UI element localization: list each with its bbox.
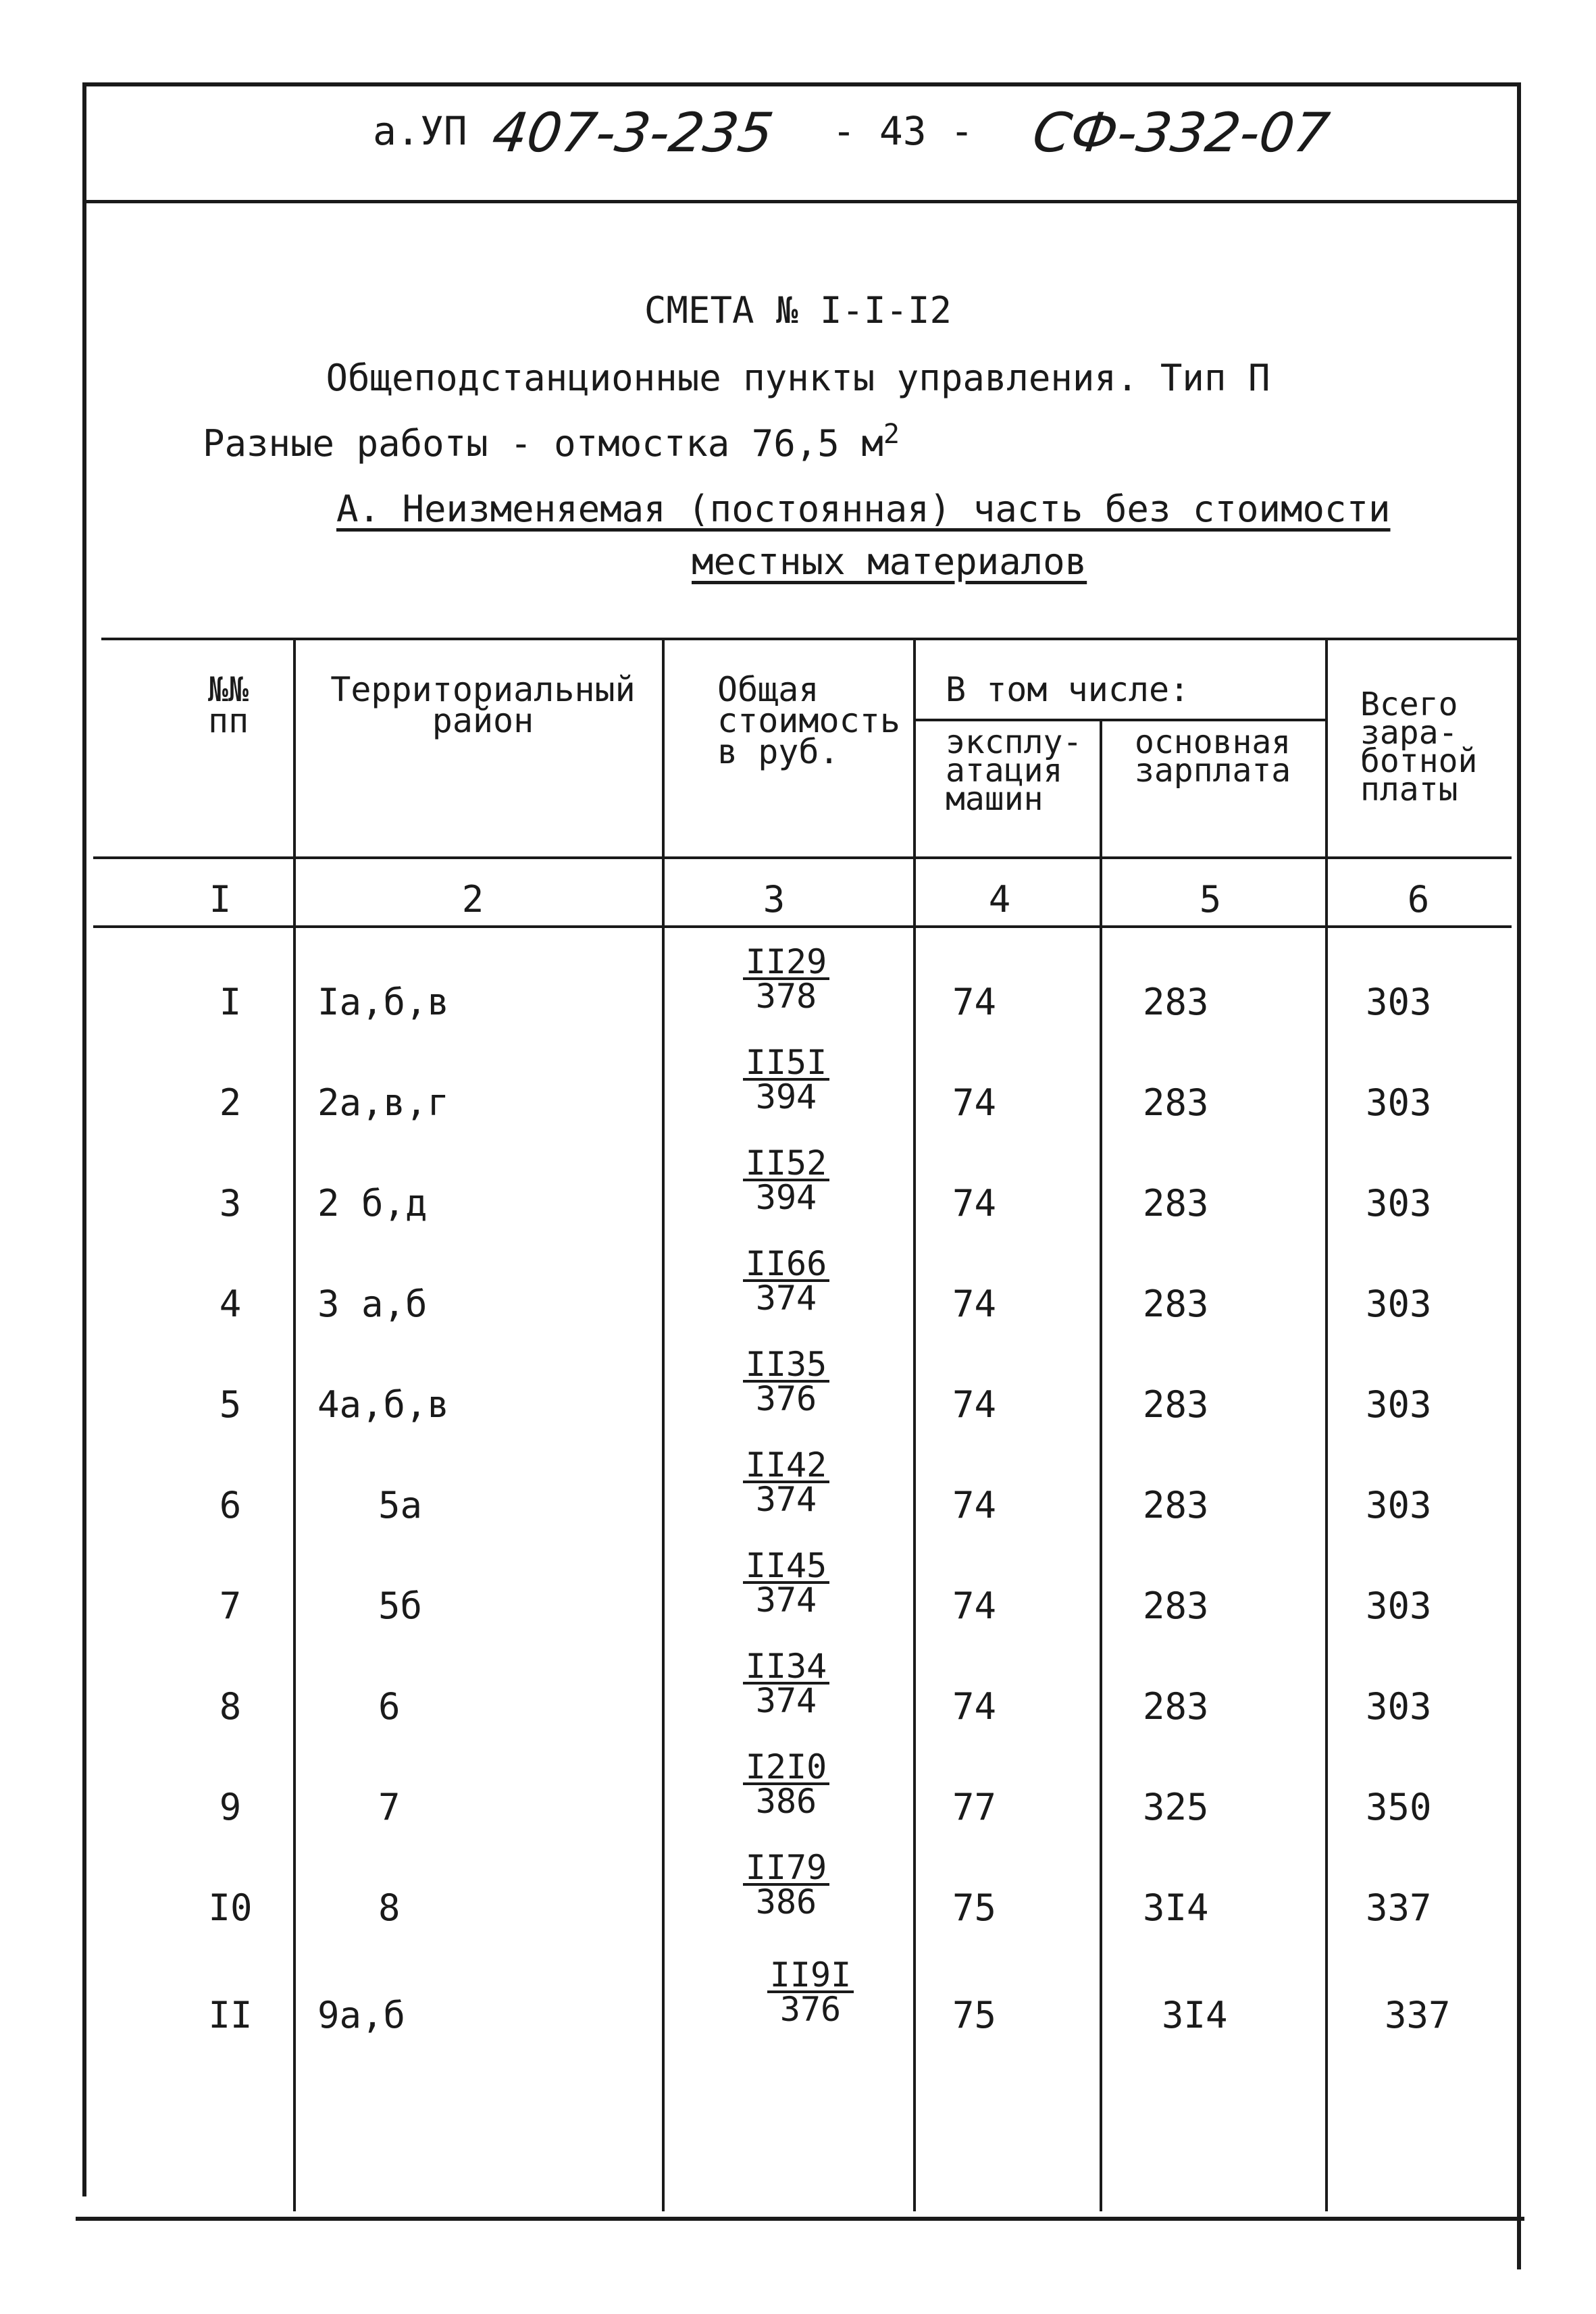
cost-denominator: 386 bbox=[755, 1882, 817, 1922]
row-salary: 283 bbox=[1143, 1383, 1209, 1426]
row-wages-total: 303 bbox=[1366, 1081, 1432, 1124]
col-divider-4 bbox=[1100, 719, 1102, 2211]
row-machines: 74 bbox=[952, 1081, 997, 1124]
row-number: 8 bbox=[219, 1685, 242, 1728]
cost-numerator: II52 bbox=[743, 1148, 829, 1181]
row-total-cost bbox=[705, 1143, 867, 1217]
row-wages-total: 337 bbox=[1385, 1994, 1451, 2036]
row-number: 5 bbox=[219, 1383, 242, 1426]
cost-numerator: II5I bbox=[743, 1047, 829, 1081]
row-wages-total: 303 bbox=[1366, 1283, 1432, 1325]
part-a-heading: А. Неизменяемая (постоянная) часть без стоимости bbox=[336, 488, 1391, 530]
row-number: I bbox=[219, 981, 242, 1023]
header-machines: эксплу- атация машин bbox=[946, 723, 1083, 818]
row-machines: 77 bbox=[952, 1786, 997, 1828]
column-number-rule bbox=[93, 925, 1512, 928]
row-machines: 74 bbox=[952, 1484, 997, 1526]
row-machines: 74 bbox=[952, 1685, 997, 1728]
album-code: 407-3-235 bbox=[488, 101, 777, 164]
column-number-4: 4 bbox=[988, 878, 1011, 921]
cost-numerator: II42 bbox=[743, 1449, 829, 1483]
row-region: 5а bbox=[378, 1484, 423, 1526]
col-divider-3 bbox=[913, 638, 916, 2211]
row-wages-total: 303 bbox=[1366, 1585, 1432, 1627]
estimate-title: СМЕТА № I-I-I2 bbox=[644, 289, 952, 332]
row-number: 9 bbox=[219, 1786, 242, 1828]
superscript-two: 2 bbox=[883, 419, 900, 450]
col-divider-5 bbox=[1325, 638, 1328, 2211]
row-region: 5б bbox=[378, 1585, 423, 1627]
row-total-cost bbox=[705, 1043, 867, 1116]
row-total-cost bbox=[705, 1244, 867, 1318]
header-including: В том числе: bbox=[946, 670, 1190, 709]
part-a-heading-cont: местных материалов bbox=[692, 540, 1087, 583]
row-total-cost bbox=[729, 1955, 892, 2029]
header-bottom-rule bbox=[93, 856, 1512, 859]
row-region: 9а,б bbox=[317, 1994, 406, 2036]
row-salary: 283 bbox=[1143, 981, 1209, 1023]
col-divider-1 bbox=[293, 638, 296, 2211]
row-region: 6 bbox=[378, 1685, 401, 1728]
row-salary: 283 bbox=[1143, 1685, 1209, 1728]
row-machines: 74 bbox=[952, 1383, 997, 1426]
row-machines: 74 bbox=[952, 981, 997, 1023]
cost-denominator: 394 bbox=[755, 1178, 817, 1217]
frame-tail-rule bbox=[1517, 2188, 1521, 2269]
row-machines: 74 bbox=[952, 1585, 997, 1627]
cost-denominator: 374 bbox=[755, 1580, 817, 1620]
row-number: 6 bbox=[219, 1484, 242, 1526]
row-machines: 75 bbox=[952, 1886, 997, 1929]
row-wages-total: 303 bbox=[1366, 981, 1432, 1023]
cost-numerator: II29 bbox=[743, 946, 829, 980]
row-number: 3 bbox=[219, 1182, 242, 1225]
cost-numerator: II79 bbox=[743, 1852, 829, 1886]
cost-numerator: II45 bbox=[743, 1550, 829, 1584]
row-total-cost bbox=[705, 942, 867, 1016]
row-salary: 325 bbox=[1143, 1786, 1209, 1828]
row-total-cost bbox=[705, 1445, 867, 1519]
row-number: 4 bbox=[219, 1283, 242, 1325]
row-salary: 283 bbox=[1143, 1081, 1209, 1124]
row-machines: 74 bbox=[952, 1182, 997, 1225]
cost-denominator: 374 bbox=[755, 1279, 817, 1318]
row-region: 2 б,д bbox=[317, 1182, 428, 1225]
header-wages-total: Всего зара- ботной платы bbox=[1360, 686, 1478, 808]
column-number-3: 3 bbox=[763, 878, 786, 921]
row-wages-total: 303 bbox=[1366, 1685, 1432, 1728]
row-total-cost bbox=[705, 1546, 867, 1620]
row-region: 3 а,б bbox=[317, 1283, 428, 1325]
cost-denominator: 386 bbox=[755, 1782, 817, 1821]
cost-numerator: II34 bbox=[743, 1651, 829, 1685]
cost-numerator: II35 bbox=[743, 1349, 829, 1383]
cost-numerator: II9I bbox=[767, 1959, 854, 1993]
row-region: 7 bbox=[378, 1786, 401, 1828]
sheet-code: СФ-332-07 bbox=[1029, 101, 1333, 164]
header-prefix: а.УП bbox=[373, 108, 467, 154]
table-top-rule bbox=[101, 638, 1517, 640]
column-number-1: I bbox=[209, 878, 232, 921]
row-region: 8 bbox=[378, 1886, 401, 1929]
row-salary: 283 bbox=[1143, 1484, 1209, 1526]
column-number-6: 6 bbox=[1407, 878, 1430, 921]
header-total-cost: Общая стоимость в руб. bbox=[717, 670, 900, 771]
frame-bottom-rule bbox=[76, 2217, 1524, 2221]
row-number: 2 bbox=[219, 1081, 242, 1124]
cost-numerator: II66 bbox=[743, 1248, 829, 1282]
header-region: Территориальный район bbox=[330, 670, 636, 740]
row-wages-total: 350 bbox=[1366, 1786, 1432, 1828]
header-num: №№ пп bbox=[208, 670, 249, 740]
row-region: Iа,б,в bbox=[317, 981, 450, 1023]
row-salary: 3I4 bbox=[1162, 1994, 1228, 2036]
row-total-cost bbox=[705, 1747, 867, 1821]
row-wages-total: 337 bbox=[1366, 1886, 1432, 1929]
row-machines: 75 bbox=[952, 1994, 997, 2036]
row-salary: 283 bbox=[1143, 1585, 1209, 1627]
row-region: 2а,в,г bbox=[317, 1081, 450, 1124]
row-number: II bbox=[208, 1994, 253, 2036]
header-salary: основная зарплата bbox=[1135, 723, 1291, 790]
estimate-subject: Общеподстанционные пункты управления. Тип П bbox=[326, 357, 1270, 399]
row-machines: 74 bbox=[952, 1283, 997, 1325]
cost-numerator: I2I0 bbox=[743, 1751, 829, 1785]
column-number-5: 5 bbox=[1199, 878, 1222, 921]
works-description: Разные работы - отмостка 76,5 $м^2$ bbox=[203, 419, 900, 465]
row-salary: 3I4 bbox=[1143, 1886, 1209, 1929]
cost-denominator: 376 bbox=[755, 1379, 817, 1418]
row-salary: 283 bbox=[1143, 1182, 1209, 1225]
row-number: 7 bbox=[219, 1585, 242, 1627]
cost-denominator: 374 bbox=[755, 1681, 817, 1720]
header-divider bbox=[86, 200, 1517, 203]
row-total-cost bbox=[705, 1345, 867, 1418]
row-total-cost bbox=[705, 1647, 867, 1720]
cost-denominator: 376 bbox=[779, 1990, 842, 2029]
column-number-2: 2 bbox=[461, 878, 484, 921]
row-wages-total: 303 bbox=[1366, 1182, 1432, 1225]
page-number: - 43 - bbox=[832, 108, 974, 154]
row-number: I0 bbox=[208, 1886, 253, 1929]
cost-denominator: 374 bbox=[755, 1480, 817, 1519]
row-region: 4а,б,в bbox=[317, 1383, 450, 1426]
row-wages-total: 303 bbox=[1366, 1484, 1432, 1526]
cost-denominator: 394 bbox=[755, 1077, 817, 1116]
row-wages-total: 303 bbox=[1366, 1383, 1432, 1426]
row-total-cost bbox=[705, 1848, 867, 1922]
cost-denominator: 378 bbox=[755, 977, 817, 1016]
including-rule bbox=[913, 719, 1325, 721]
col-divider-2 bbox=[662, 638, 665, 2211]
row-salary: 283 bbox=[1143, 1283, 1209, 1325]
